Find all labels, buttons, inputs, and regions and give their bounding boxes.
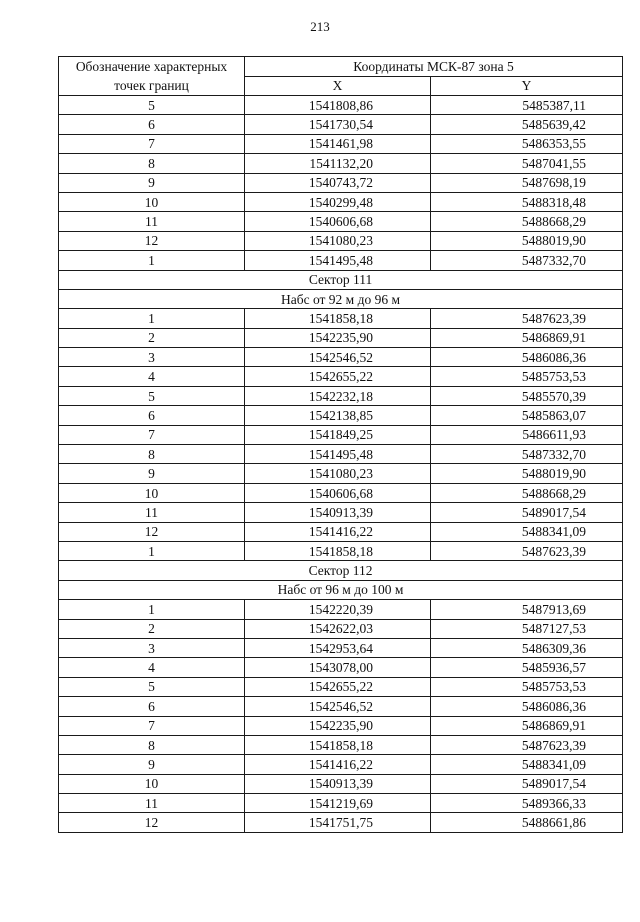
- point-cell: 2: [59, 328, 245, 347]
- y-coordinate-cell: 5486869,91: [431, 716, 623, 735]
- table-row: [59, 309, 623, 328]
- x-coordinate-cell: 1541858,18: [245, 735, 431, 754]
- x-coordinate-cell: 1541808,86: [245, 96, 431, 115]
- point-cell: 2: [59, 619, 245, 638]
- table-row: [59, 212, 623, 231]
- x-coordinate-cell: 1541416,22: [245, 755, 431, 774]
- table-row: [59, 774, 623, 793]
- point-cell: 1: [59, 600, 245, 619]
- y-coordinate-cell: 5488341,09: [431, 755, 623, 774]
- y-coordinate-cell: 5487332,70: [431, 251, 623, 270]
- table-row: [59, 522, 623, 541]
- point-cell: 3: [59, 638, 245, 657]
- section-row: [59, 270, 623, 289]
- x-coordinate-cell: 1542220,39: [245, 600, 431, 619]
- y-coordinate-cell: 5485936,57: [431, 658, 623, 677]
- table-row: [59, 813, 623, 832]
- x-coordinate-cell: 1541858,18: [245, 309, 431, 328]
- y-coordinate-cell: 5487623,39: [431, 309, 623, 328]
- x-coordinate-cell: 1540606,68: [245, 483, 431, 502]
- table-row: [59, 755, 623, 774]
- y-coordinate-cell: 5488019,90: [431, 464, 623, 483]
- table-row: [59, 464, 623, 483]
- y-coordinate-cell: 5485753,53: [431, 367, 623, 386]
- section-title: Сектор 111: [59, 270, 623, 289]
- section-row: [59, 580, 623, 599]
- y-coordinate-cell: 5486353,55: [431, 134, 623, 153]
- x-coordinate-cell: 1542235,90: [245, 328, 431, 347]
- table-row: [59, 716, 623, 735]
- y-coordinate-cell: 5486086,36: [431, 348, 623, 367]
- section-row: [59, 289, 623, 308]
- point-cell: 5: [59, 386, 245, 405]
- x-coordinate-cell: 1542235,90: [245, 716, 431, 735]
- point-cell: 8: [59, 445, 245, 464]
- table-row: [59, 406, 623, 425]
- x-coordinate-cell: 1542655,22: [245, 677, 431, 696]
- y-coordinate-cell: 5486086,36: [431, 697, 623, 716]
- y-column-header: Y: [431, 76, 623, 96]
- y-coordinate-cell: 5485570,39: [431, 386, 623, 405]
- x-coordinate-cell: 1541080,23: [245, 464, 431, 483]
- table-row: [59, 619, 623, 638]
- point-cell: 12: [59, 231, 245, 250]
- y-coordinate-cell: 5486611,93: [431, 425, 623, 444]
- x-coordinate-cell: 1542622,03: [245, 619, 431, 638]
- table-row: [59, 600, 623, 619]
- y-coordinate-cell: 5487041,55: [431, 154, 623, 173]
- x-coordinate-cell: 1541849,25: [245, 425, 431, 444]
- coordinates-header: Координаты МСК-87 зона 5: [245, 57, 623, 77]
- y-coordinate-cell: 5487623,39: [431, 541, 623, 560]
- x-coordinate-cell: 1541132,20: [245, 154, 431, 173]
- table-row: [59, 328, 623, 347]
- table-row: [59, 367, 623, 386]
- x-coordinate-cell: 1541858,18: [245, 541, 431, 560]
- point-cell: 9: [59, 464, 245, 483]
- point-cell: 9: [59, 755, 245, 774]
- point-cell: 5: [59, 96, 245, 115]
- table-row: [59, 386, 623, 405]
- point-cell: 6: [59, 697, 245, 716]
- table-row: [59, 503, 623, 522]
- table-row: [59, 96, 623, 115]
- x-coordinate-cell: 1540606,68: [245, 212, 431, 231]
- point-cell: 10: [59, 192, 245, 211]
- table-row: [59, 348, 623, 367]
- y-coordinate-cell: 5488341,09: [431, 522, 623, 541]
- table-row: [59, 677, 623, 696]
- table-row: [59, 173, 623, 192]
- y-coordinate-cell: 5488019,90: [431, 231, 623, 250]
- table-body: [59, 96, 623, 833]
- x-coordinate-cell: 1542546,52: [245, 348, 431, 367]
- section-title: Набс от 92 м до 96 м: [59, 289, 623, 308]
- y-coordinate-cell: 5488668,29: [431, 483, 623, 502]
- table-row: [59, 445, 623, 464]
- point-cell: 4: [59, 658, 245, 677]
- point-cell: 10: [59, 483, 245, 502]
- y-coordinate-cell: 5487127,53: [431, 619, 623, 638]
- table-row: [59, 251, 623, 270]
- x-coordinate-cell: 1542655,22: [245, 367, 431, 386]
- x-coordinate-cell: 1541495,48: [245, 445, 431, 464]
- table-row: [59, 192, 623, 211]
- table-row: [59, 134, 623, 153]
- point-cell: 1: [59, 251, 245, 270]
- point-cell: 6: [59, 406, 245, 425]
- y-coordinate-cell: 5485387,11: [431, 96, 623, 115]
- x-coordinate-cell: 1542953,64: [245, 638, 431, 657]
- y-coordinate-cell: 5487623,39: [431, 735, 623, 754]
- table-row: [59, 231, 623, 250]
- point-cell: 11: [59, 503, 245, 522]
- x-coordinate-cell: 1541730,54: [245, 115, 431, 134]
- x-coordinate-cell: 1542138,85: [245, 406, 431, 425]
- y-coordinate-cell: 5488318,48: [431, 192, 623, 211]
- point-designation-header-line1: Обозначение характерных: [75, 59, 228, 74]
- table-row: [59, 425, 623, 444]
- table-row: [59, 154, 623, 173]
- point-cell: 1: [59, 541, 245, 560]
- table-row: [59, 115, 623, 134]
- page-number: 213: [310, 19, 330, 34]
- table-row: [59, 697, 623, 716]
- point-cell: 10: [59, 774, 245, 793]
- point-cell: 9: [59, 173, 245, 192]
- x-coordinate-cell: 1542232,18: [245, 386, 431, 405]
- section-row: [59, 561, 623, 580]
- y-coordinate-cell: 5487332,70: [431, 445, 623, 464]
- coordinates-table: [58, 56, 623, 833]
- point-cell: 8: [59, 735, 245, 754]
- table-row: [59, 638, 623, 657]
- x-coordinate-cell: 1540299,48: [245, 192, 431, 211]
- point-cell: 7: [59, 134, 245, 153]
- x-coordinate-cell: 1543078,00: [245, 658, 431, 677]
- y-coordinate-cell: 5489366,33: [431, 794, 623, 813]
- point-cell: 3: [59, 348, 245, 367]
- y-coordinate-cell: 5485863,07: [431, 406, 623, 425]
- x-coordinate-cell: 1541751,75: [245, 813, 431, 832]
- point-cell: 12: [59, 813, 245, 832]
- x-coordinate-cell: 1541461,98: [245, 134, 431, 153]
- x-coordinate-cell: 1540913,39: [245, 503, 431, 522]
- table-row: [59, 541, 623, 560]
- table-row: [59, 735, 623, 754]
- y-coordinate-cell: 5489017,54: [431, 503, 623, 522]
- x-coordinate-cell: 1541080,23: [245, 231, 431, 250]
- x-coordinate-cell: 1540743,72: [245, 173, 431, 192]
- section-title: Сектор 112: [59, 561, 623, 580]
- point-cell: 4: [59, 367, 245, 386]
- y-coordinate-cell: 5489017,54: [431, 774, 623, 793]
- point-cell: 7: [59, 425, 245, 444]
- y-coordinate-cell: 5485639,42: [431, 115, 623, 134]
- y-coordinate-cell: 5488668,29: [431, 212, 623, 231]
- y-coordinate-cell: 5486869,91: [431, 328, 623, 347]
- point-cell: 11: [59, 212, 245, 231]
- x-column-header: X: [245, 76, 431, 96]
- y-coordinate-cell: 5486309,36: [431, 638, 623, 657]
- y-coordinate-cell: 5487913,69: [431, 600, 623, 619]
- table-header: [59, 57, 623, 96]
- table-row: [59, 483, 623, 502]
- point-designation-header: [59, 57, 245, 96]
- point-cell: 12: [59, 522, 245, 541]
- point-designation-header-line2: точек границ: [114, 78, 189, 93]
- point-cell: 1: [59, 309, 245, 328]
- y-coordinate-cell: 5488661,86: [431, 813, 623, 832]
- point-cell: 11: [59, 794, 245, 813]
- x-coordinate-cell: 1542546,52: [245, 697, 431, 716]
- y-coordinate-cell: 5485753,53: [431, 677, 623, 696]
- table-row: [59, 794, 623, 813]
- point-cell: 6: [59, 115, 245, 134]
- x-coordinate-cell: 1541416,22: [245, 522, 431, 541]
- point-cell: 7: [59, 716, 245, 735]
- x-coordinate-cell: 1540913,39: [245, 774, 431, 793]
- table-row: [59, 658, 623, 677]
- section-title: Набс от 96 м до 100 м: [59, 580, 623, 599]
- y-coordinate-cell: 5487698,19: [431, 173, 623, 192]
- x-coordinate-cell: 1541219,69: [245, 794, 431, 813]
- x-coordinate-cell: 1541495,48: [245, 251, 431, 270]
- point-cell: 8: [59, 154, 245, 173]
- point-cell: 5: [59, 677, 245, 696]
